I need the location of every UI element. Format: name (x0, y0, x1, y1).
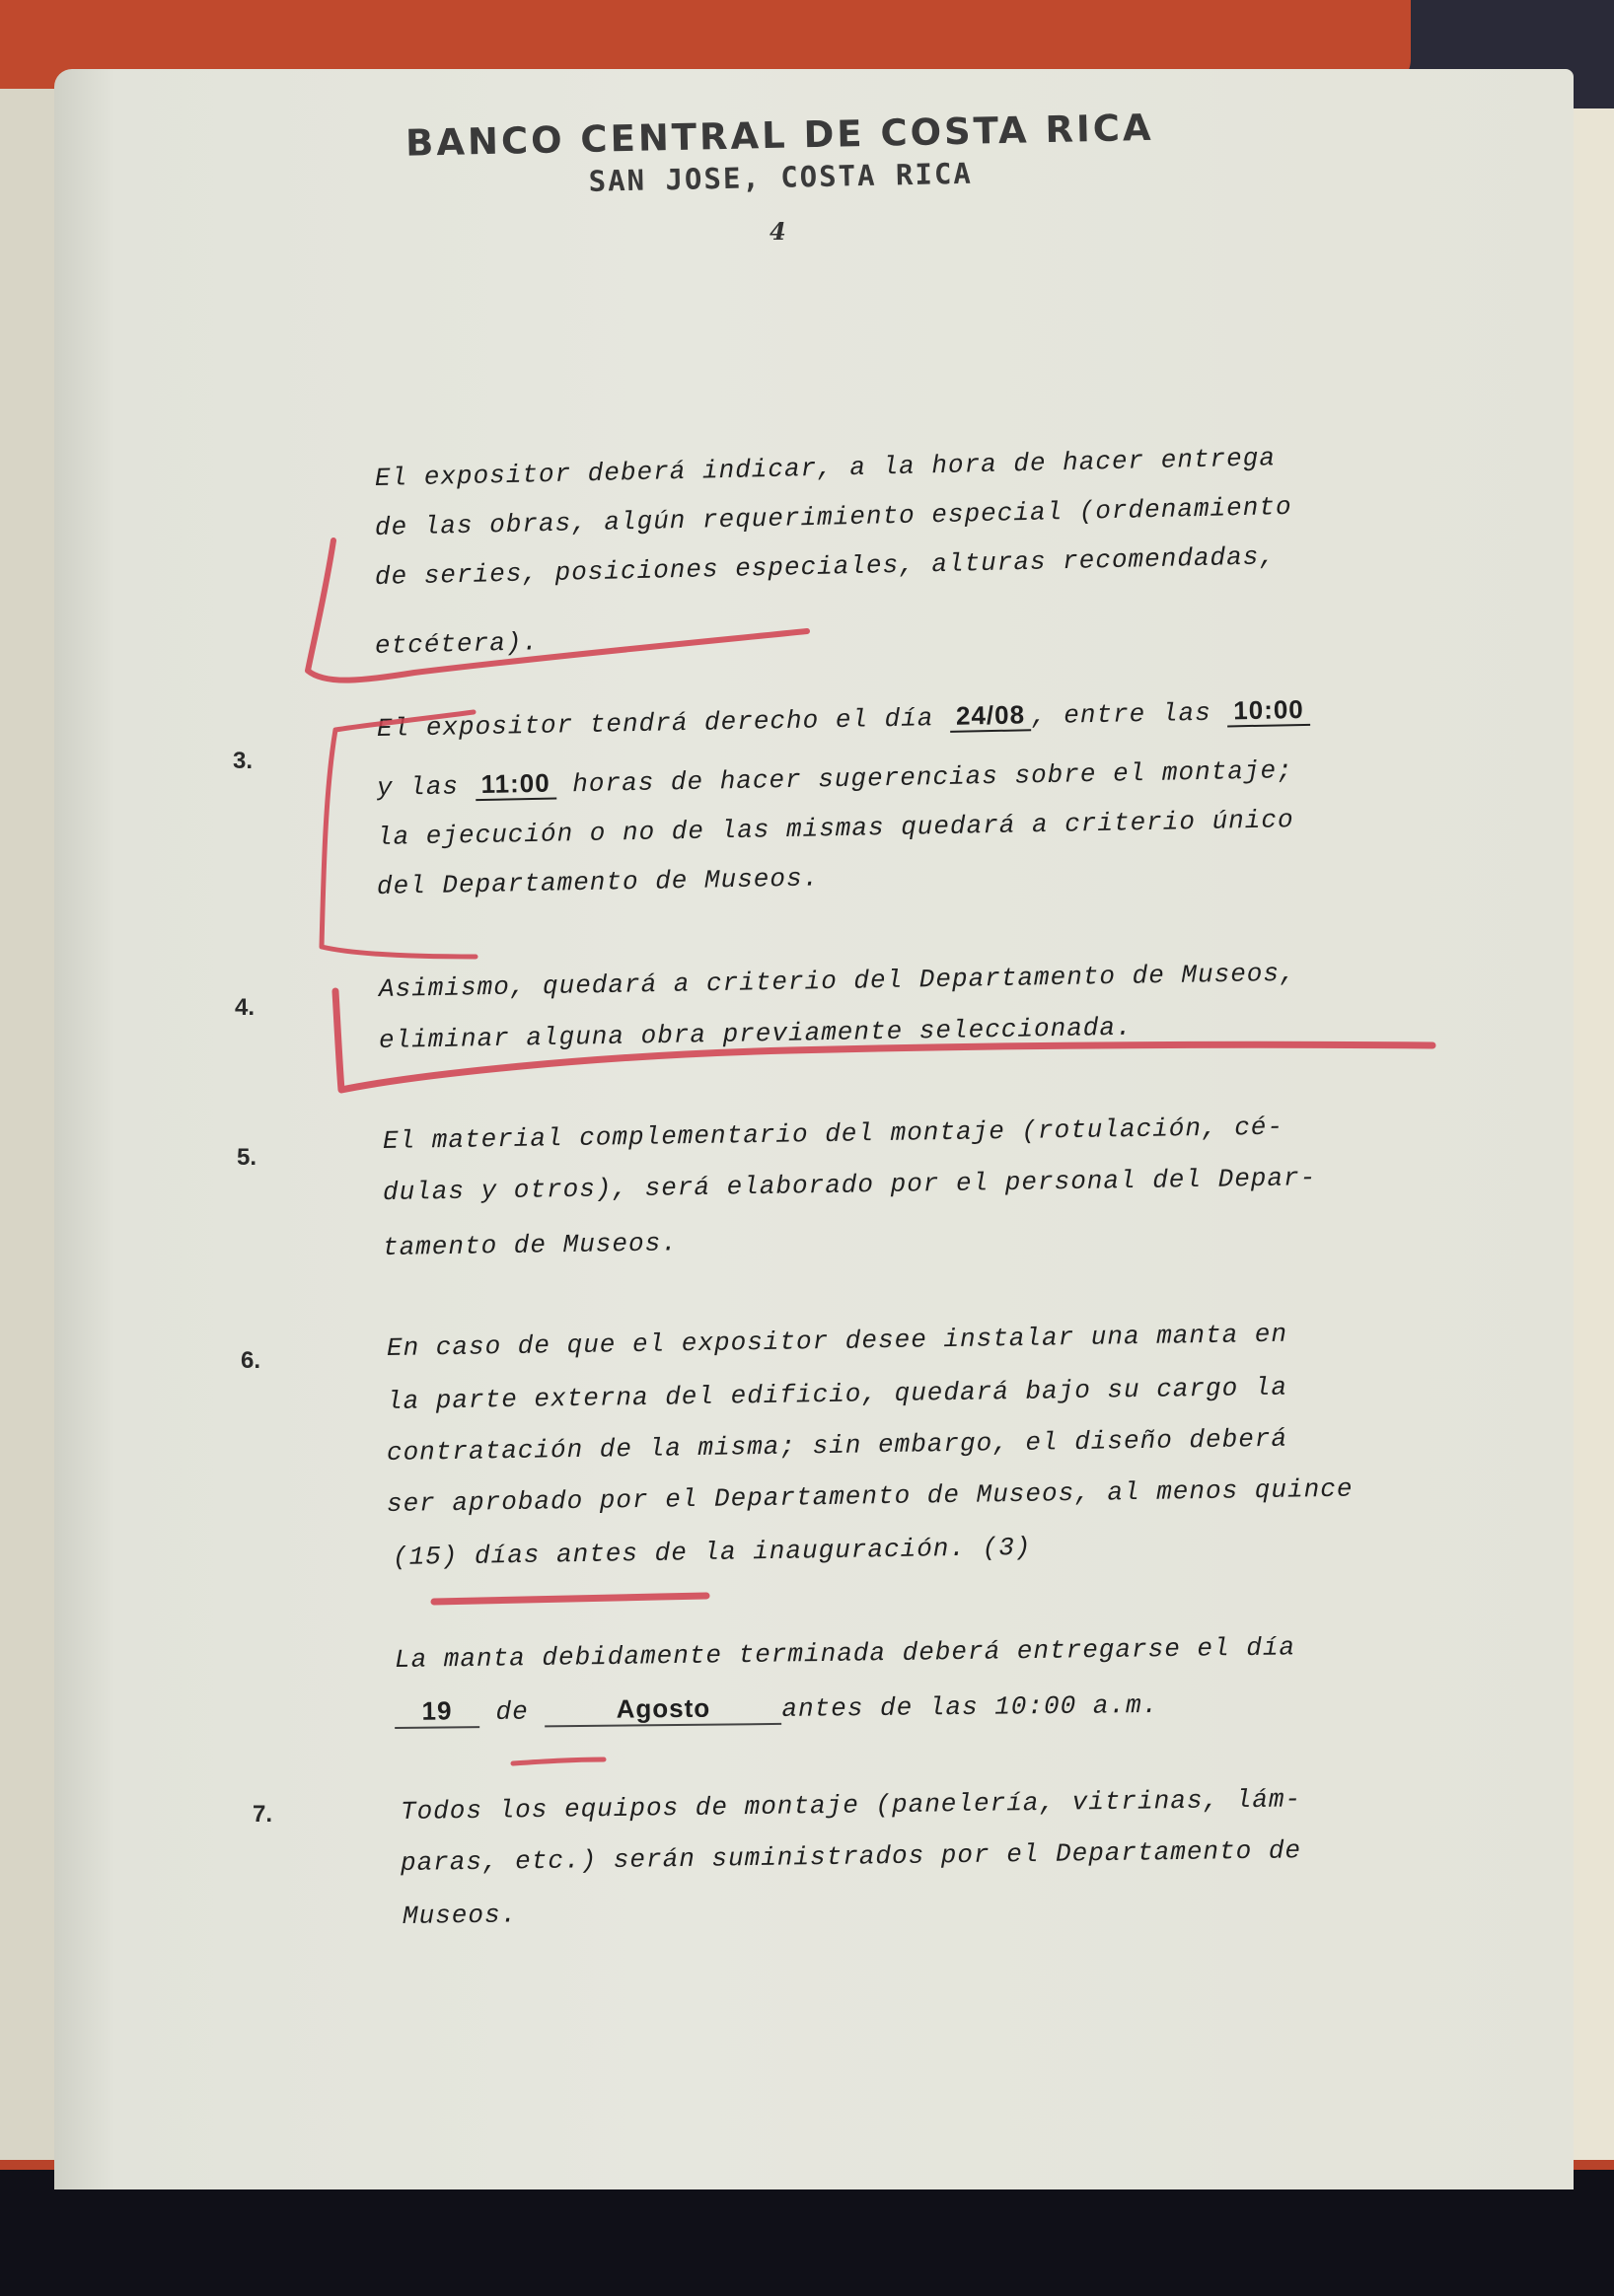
intro-line-2: de las obras, algún requerimiento especial (ordenamiento (374, 491, 1292, 542)
item-3-line-3: la ejecución o no de las mismas quedará a criterio único (376, 805, 1294, 852)
time-start-field: 10:00 (1227, 694, 1310, 728)
item-7-line-1: Todos los equipos de montaje (panelería, vitrinas, lám- (400, 1784, 1302, 1827)
item-7-line-3: Museos. (402, 1900, 518, 1931)
delivery-de-text: de (478, 1696, 546, 1728)
delivery-line-1: La manta debidamente terminada deberá entregarse el día (394, 1632, 1296, 1675)
item-3-text-2: y las (376, 771, 476, 803)
item-3-number: 3. (233, 748, 254, 774)
time-end-field: 11:00 (475, 768, 556, 802)
binder-spine (0, 39, 59, 2180)
item-3-text-mid: , entre las (1030, 697, 1228, 732)
delivery-day-field: 19 (395, 1695, 479, 1729)
item-7-line-2: paras, etc.) serán suministrados por el Departamento de (400, 1835, 1302, 1878)
next-page-edge (1569, 108, 1614, 2199)
item-5-number: 5. (237, 1144, 257, 1171)
item-3-line-4: del Departamento de Museos. (376, 863, 820, 901)
item-6-line-3: contratación de la misma; sin embargo, el diseño deberá (386, 1423, 1288, 1468)
item-4-line-1: Asimismo, quedará a criterio del Departamento de Museos, (378, 958, 1296, 1004)
item-6-line-1: En caso de que el expositor desee instalar una manta en (386, 1319, 1288, 1363)
institution-location: SAN JOSE, COSTA RICA (588, 156, 974, 198)
item-6-line-4: ser aprobado por el Departamento de Museos, al menos quince (386, 1473, 1354, 1519)
item-5-line-3: tamento de Museos. (382, 1228, 679, 1262)
intro-line-3: de series, posiciones especiales, alturas recomendadas, (374, 541, 1277, 592)
item-6-line-2: la parte externa del edificio, quedará bajo su cargo la (386, 1372, 1288, 1416)
item-7-number: 7. (253, 1801, 273, 1828)
item-6-line-5: (15) días antes de la inauguración. (3) (392, 1532, 1032, 1572)
institution-name: BANCO CENTRAL DE COSTA RICA (404, 106, 1155, 165)
delivery-month-field: Agosto (545, 1692, 781, 1728)
date-field: 24/08 (950, 699, 1032, 733)
item-4-number: 4. (235, 994, 256, 1021)
intro-line-4: etcétera). (374, 627, 540, 661)
page-number: 4 (770, 217, 786, 246)
item-4-line-2: eliminar alguna obra previamente seleccionada. (378, 1012, 1133, 1055)
delivery-time-text: antes de las 10:00 a.m. (781, 1689, 1159, 1724)
item-3-text-3: horas de hacer sugerencias sobre el montaje; (555, 755, 1293, 800)
item-5-line-1: El material complementario del montaje (rotulación, cé- (382, 1112, 1284, 1156)
item-6-number: 6. (241, 1347, 261, 1374)
item-5-line-2: dulas y otros), será elaborado por el personal del Depar- (382, 1163, 1317, 1207)
intro-line-1: El expositor deberá indicar, a la hora de hacer entrega (374, 443, 1277, 493)
item-3-text: El expositor tendrá derecho el día (376, 702, 951, 744)
